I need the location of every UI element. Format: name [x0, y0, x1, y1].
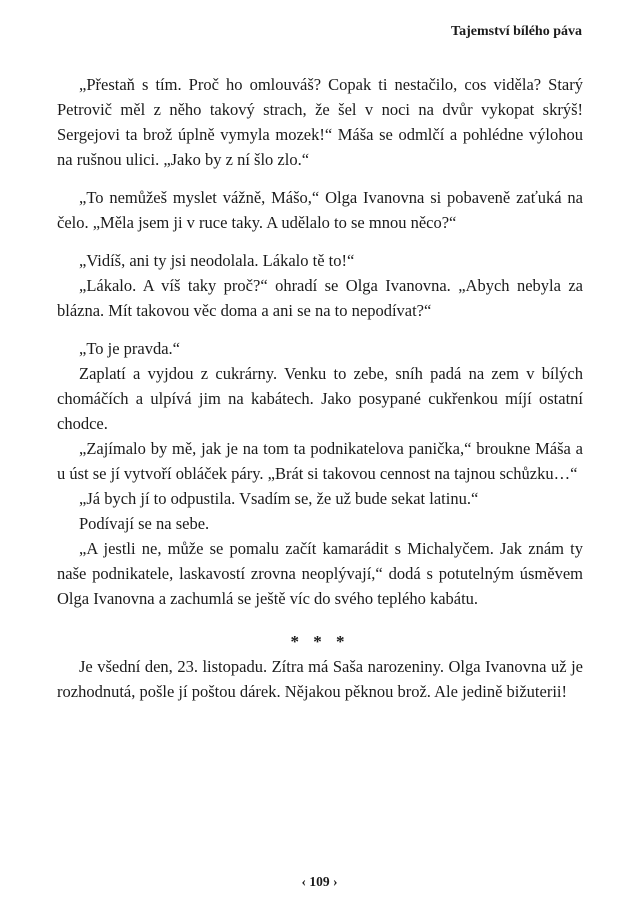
page-body [57, 72, 583, 704]
section-separator: * * * [290, 632, 350, 651]
paragraph: „Vidíš, ani ty jsi neodolala. Lákalo tě to!“ [79, 251, 355, 270]
paragraph: Zaplatí a vyjdou z cukrárny. Venku to zebe, sníh padá na zem v bílých chomáčích a ulpívá jim na kabátech. Jako posypané cukřenkou míjí ostatní chodce. [57, 364, 583, 433]
running-header: Tajemství bílého páva [451, 24, 582, 39]
paragraph: „Já bych jí to odpustila. Vsadím se, že už bude sekat latinu.“ [79, 489, 479, 508]
paragraph: „To nemůžeš myslet vážně, Mášo,“ Olga Ivanovna si pobaveně zaťuká na čelo. „Měla jsem ji v ruce taky. A udělalo to se mnou něco?“ [57, 188, 583, 232]
paragraph: „Lákalo. A víš taky proč?“ ohradí se Olga Ivanovna. „Abych nebyla za blázna. Mít takovou věc doma a ani se na to nepodívat?“ [57, 276, 583, 320]
paragraph: „To je pravda.“ [79, 339, 180, 358]
paragraph: „A jestli ne, může se pomalu začít kamarádit s Michalyčem. Jak znám ty naše podnikatele, laskavostí zrovna neoplývají,“ dodá s potutelným úsměvem Olga Ivanovna a zachumlá se ještě víc do svého teplého kabátu. [57, 539, 583, 608]
paragraph: „Přestaň s tím. Proč ho omlouváš? Copak ti nestačilo, cos viděla? Starý Petrovič měl z něho takový strach, že šel v noci na dvůr vykopat skrýš! Sergejovi ta brož úplně vymyla mozek!“ Máša se odmlčí a pohlédne výlohou na rušnou ulici. „Jako by z ní šlo zlo.“ [57, 75, 583, 169]
paragraph: „Zajímalo by mě, jak je na tom ta podnikatelova panička,“ broukne Máša a u úst se jí vytvoří obláček páry. „Brát si takovou cennost na tajnou schůzku…“ [57, 439, 583, 483]
paragraph: Podívají se na sebe. [79, 514, 210, 533]
paragraph: Je všední den, 23. listopadu. Zítra má Saša narozeniny. Olga Ivanovna už je rozhodnutá, pošle jí poštou dárek. Nějakou pěknou brož. Ale jedině bižuterii! [57, 657, 583, 701]
page-number: ‹ 109 › [301, 874, 338, 889]
